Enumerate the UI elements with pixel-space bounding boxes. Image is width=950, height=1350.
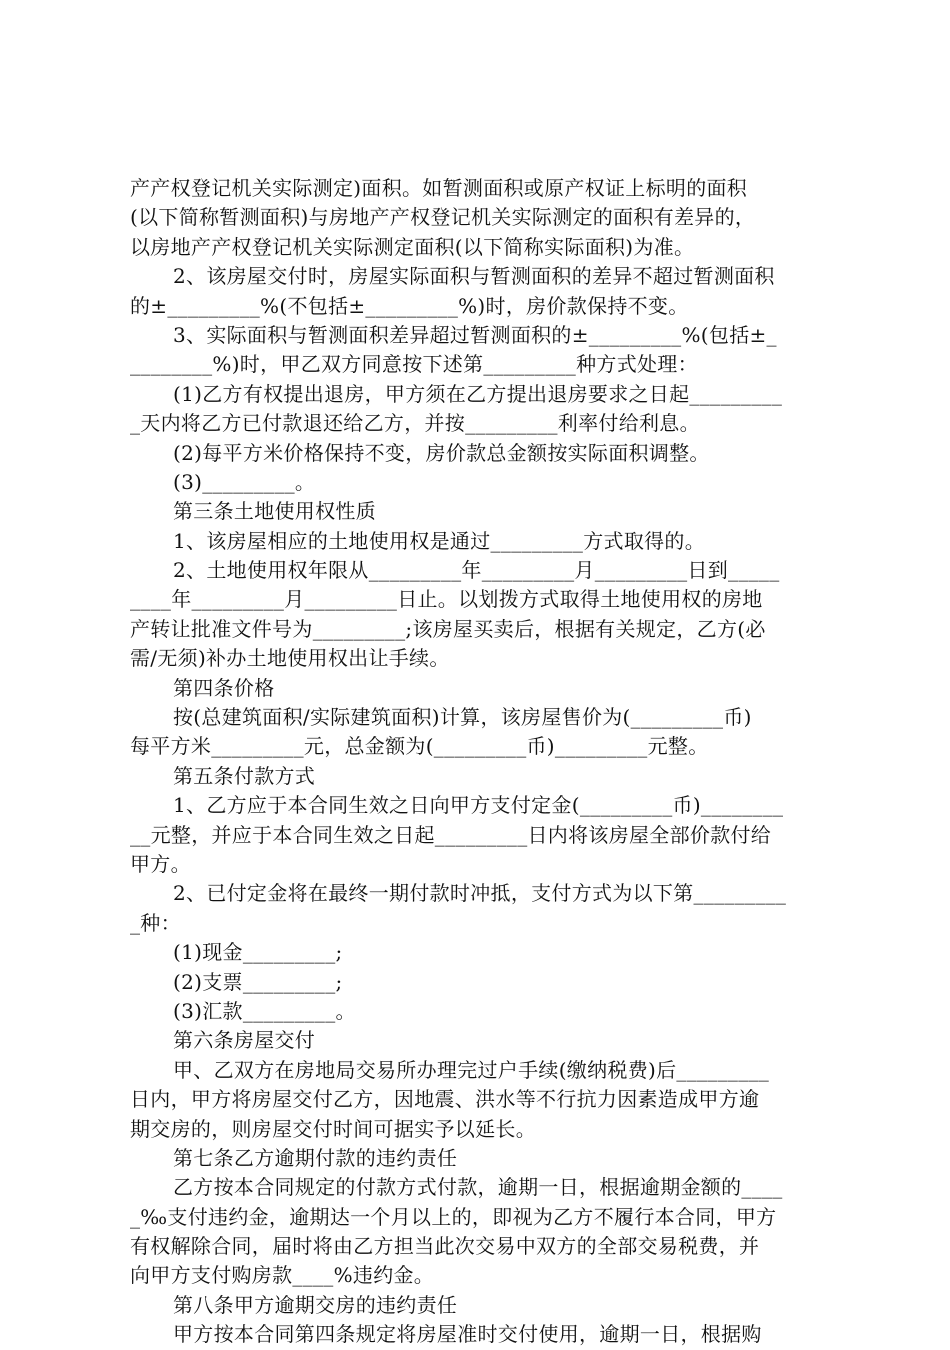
document-body [130, 174, 835, 1350]
text-line: 乙方按本合同规定的付款方式付款，逾期一日，根据逾期金额的____ [173, 1175, 783, 1200]
text-line: (2)每平方米价格保持不变，房价款总金额按实际面积调整。 [173, 440, 710, 465]
text-line: 产转让批准文件号为_________;该房屋买卖后，根据有关规定，乙方(必 [130, 616, 766, 641]
text-line: 第四条价格 [173, 675, 275, 700]
text-line: __元整，并应于本合同生效之日起_________日内将该房屋全部价款付给 [130, 822, 772, 847]
text-line: 的±_________%(不包括±_________%)时，房价款保持不变。 [130, 293, 689, 318]
text-line: (1)现金_________; [173, 940, 343, 965]
text-line: 期交房的，则房屋交付时间可据实予以延长。 [130, 1116, 536, 1141]
text-line: _‰支付违约金，逾期达一个月以上的，即视为乙方不履行本合同，甲方 [130, 1204, 777, 1229]
text-line: _种： [130, 910, 181, 935]
text-line: 甲、乙双方在房地局交易所办理完过户手续(缴纳税费)后_________ [173, 1057, 770, 1082]
text-line: 甲方。 [130, 851, 191, 876]
text-line: 2、土地使用权年限从_________年_________月_________日到_____ [173, 558, 780, 583]
text-line: 产产权登记机关实际测定)面积。如暂测面积或原产权证上标明的面积 [130, 176, 748, 200]
text-line: 2、已付定金将在最终一期付款时冲抵，支付方式为以下第_________ [173, 881, 787, 906]
text-line: ____年_________月_________日止。以划拨方式取得土地使用权的房地 [130, 587, 763, 612]
text-line: ________%)时，甲乙双方同意按下述第_________种方式处理： [130, 352, 698, 377]
text-line: (以下简称暂测面积)与房地产产权登记机关实际测定的面积有差异的， [130, 205, 756, 230]
text-line: 2、该房屋交付时，房屋实际面积与暂测面积的差异不超过暂测面积 [173, 264, 775, 289]
text-line: 日内，甲方将房屋交付乙方，因地震、洪水等不行抗力因素造成甲方逾 [130, 1087, 760, 1112]
text-line: 以房地产产权登记机关实际测定面积(以下简称实际面积)为准。 [130, 234, 695, 259]
text-line: 第五条付款方式 [173, 763, 316, 788]
text-line: 向甲方支付购房款____%违约金。 [130, 1263, 435, 1288]
text-line: 每平方米_________元，总金额为(_________币)_________元整。 [130, 734, 709, 759]
text-line: (3)汇款_________。 [173, 998, 356, 1023]
text-line: (2)支票_________; [173, 969, 343, 994]
text-line: 1、乙方应于本合同生效之日向甲方支付定金(_________币)________ [173, 793, 784, 818]
text-line: _天内将乙方已付款退还给乙方，并按_________利率付给利息。 [130, 411, 700, 436]
text-line: 第七条乙方逾期付款的违约责任 [173, 1145, 458, 1170]
text-line: 甲方按本合同第四条规定将房屋准时交付使用，逾期一日，根据购 [173, 1322, 762, 1347]
text-line: 第八条甲方逾期交房的违约责任 [173, 1292, 458, 1317]
text-line: 有权解除合同，届时将由乙方担当此次交易中双方的全部交易税费，并 [130, 1234, 760, 1259]
text-line: 3、实际面积与暂测面积差异超过暂测面积的±_________%(包括±_ [173, 322, 777, 347]
text-line: 按(总建筑面积/实际建筑面积)计算，该房屋售价为(_________币) [173, 705, 752, 730]
text-line: 第六条房屋交付 [173, 1028, 316, 1053]
text-line: (1)乙方有权提出退房，甲方须在乙方提出退房要求之日起_________ [173, 381, 783, 406]
text-line: 第三条土地使用权性质 [173, 499, 376, 524]
text-line: (3)_________。 [173, 469, 316, 494]
text-line: 需/无须)补办土地使用权出让手续。 [130, 646, 450, 671]
text-line: 1、该房屋相应的土地使用权是通过_________方式取得的。 [173, 528, 706, 553]
